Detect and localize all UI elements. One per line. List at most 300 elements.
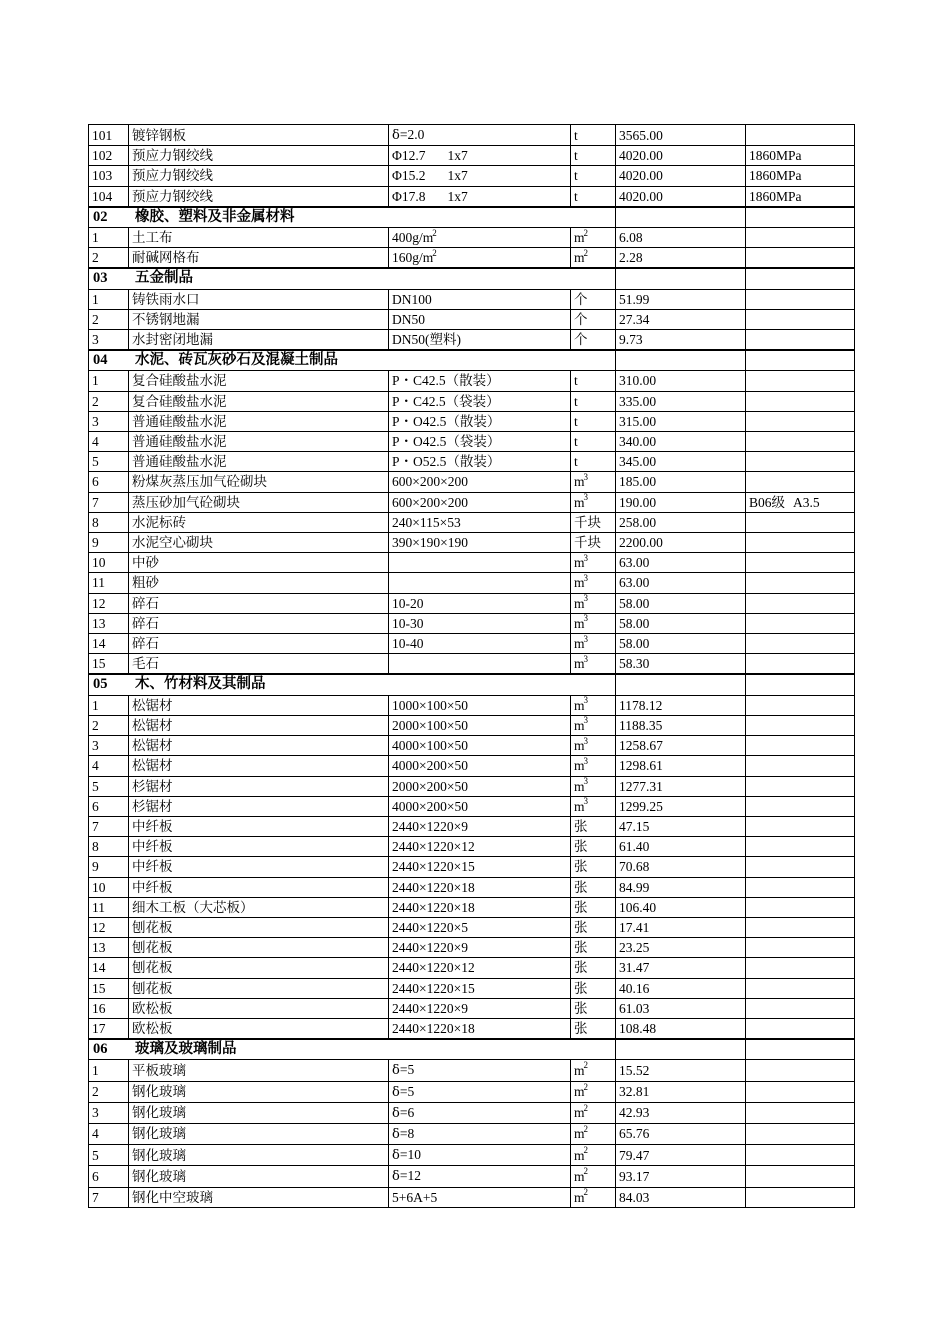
material-name: 钢化玻璃 <box>129 1081 389 1102</box>
material-spec: $400g/m^2$ <box>389 228 571 248</box>
material-spec: DN50 <box>389 309 571 329</box>
section-title: 五金制品 <box>135 270 193 287</box>
section-code: 05 <box>93 676 108 693</box>
material-name: 镀锌钢板 <box>129 125 389 146</box>
material-name: 松锯材 <box>129 756 389 776</box>
material-price: 9.73 <box>616 330 746 351</box>
table-row <box>89 289 855 309</box>
table-row <box>89 877 855 897</box>
material-spec: δ=5 <box>389 1081 571 1102</box>
material-remark <box>746 1102 855 1123</box>
section-title-cell <box>89 674 616 695</box>
material-remark: B06级 A3.5 <box>746 492 855 512</box>
material-spec: Φ12.7 1x7 <box>389 146 571 166</box>
row-number: 1 <box>89 228 129 248</box>
row-number: 1 <box>89 695 129 715</box>
material-unit: t <box>571 166 616 186</box>
material-remark <box>746 472 855 492</box>
section-title-cell <box>89 1039 616 1060</box>
row-number: 101 <box>89 125 129 146</box>
table-row <box>89 1166 855 1187</box>
table-row <box>89 634 855 654</box>
material-remark <box>746 309 855 329</box>
table-row <box>89 897 855 917</box>
material-unit: $m^2$ <box>571 248 616 269</box>
material-unit: t <box>571 391 616 411</box>
material-name: 水封密闭地漏 <box>129 330 389 351</box>
material-name: 平板玻璃 <box>129 1060 389 1081</box>
table-row <box>89 978 855 998</box>
material-price-table <box>88 124 855 1208</box>
material-remark <box>746 533 855 553</box>
material-name: 钢化玻璃 <box>129 1123 389 1144</box>
material-spec: 2440×1220×9 <box>389 938 571 958</box>
section-header-row <box>89 207 855 228</box>
material-unit: $m^2$ <box>571 1145 616 1166</box>
section-header-row <box>89 350 855 371</box>
table-row <box>89 654 855 675</box>
material-name: 普通硅酸盐水泥 <box>129 432 389 452</box>
material-remark <box>746 776 855 796</box>
table-row <box>89 472 855 492</box>
material-price: 345.00 <box>616 452 746 472</box>
material-remark <box>746 330 855 351</box>
material-unit: $m^2$ <box>571 1102 616 1123</box>
material-name: 蒸压砂加气砼砌块 <box>129 492 389 512</box>
material-spec: 2440×1220×15 <box>389 857 571 877</box>
section-price-cell <box>616 1039 746 1060</box>
material-spec: δ=2.0 <box>389 125 571 146</box>
material-spec: δ=10 <box>389 1145 571 1166</box>
table-body <box>89 125 855 1208</box>
material-spec <box>389 654 571 675</box>
material-price: 4020.00 <box>616 146 746 166</box>
material-spec: Φ17.8 1x7 <box>389 186 571 207</box>
row-number: 5 <box>89 1145 129 1166</box>
row-number: 6 <box>89 796 129 816</box>
row-number: 13 <box>89 938 129 958</box>
material-remark <box>746 613 855 633</box>
material-unit: 张 <box>571 917 616 937</box>
table-row <box>89 593 855 613</box>
table-row <box>89 837 855 857</box>
section-code: 03 <box>93 270 108 287</box>
material-unit: 张 <box>571 816 616 836</box>
material-price: 6.08 <box>616 228 746 248</box>
material-remark <box>746 1166 855 1187</box>
material-spec: 390×190×190 <box>389 533 571 553</box>
material-price: 335.00 <box>616 391 746 411</box>
row-number: 7 <box>89 1187 129 1207</box>
section-code: 06 <box>93 1041 108 1058</box>
material-remark <box>746 228 855 248</box>
section-price-cell <box>616 674 746 695</box>
material-name: 欧松板 <box>129 998 389 1018</box>
section-price-cell <box>616 207 746 228</box>
material-remark <box>746 452 855 472</box>
material-unit: 张 <box>571 938 616 958</box>
material-remark <box>746 837 855 857</box>
section-code: 04 <box>93 352 108 369</box>
material-spec: 2440×1220×9 <box>389 998 571 1018</box>
material-price: 70.68 <box>616 857 746 877</box>
table-row <box>89 756 855 776</box>
material-price: 32.81 <box>616 1081 746 1102</box>
material-unit: 张 <box>571 897 616 917</box>
material-unit: $m^3$ <box>571 634 616 654</box>
row-number: 17 <box>89 1018 129 1039</box>
material-price: 84.99 <box>616 877 746 897</box>
material-price: 2200.00 <box>616 533 746 553</box>
row-number: 3 <box>89 736 129 756</box>
material-remark <box>746 1145 855 1166</box>
material-name: 松锯材 <box>129 695 389 715</box>
table-row <box>89 371 855 391</box>
material-price: 1277.31 <box>616 776 746 796</box>
material-remark: 1860MPa <box>746 146 855 166</box>
material-price: 42.93 <box>616 1102 746 1123</box>
material-remark <box>746 756 855 776</box>
material-name: 水泥标砖 <box>129 512 389 532</box>
material-spec: 2000×100×50 <box>389 715 571 735</box>
material-name: 钢化玻璃 <box>129 1166 389 1187</box>
table-row <box>89 613 855 633</box>
material-unit: t <box>571 186 616 207</box>
table-row <box>89 816 855 836</box>
material-price: 58.30 <box>616 654 746 675</box>
table-row <box>89 391 855 411</box>
row-number: 2 <box>89 248 129 269</box>
material-spec: P・C42.5（袋装） <box>389 391 571 411</box>
material-price: 61.40 <box>616 837 746 857</box>
material-name: 刨花板 <box>129 978 389 998</box>
material-remark <box>746 1187 855 1207</box>
material-spec: δ=12 <box>389 1166 571 1187</box>
material-price: 84.03 <box>616 1187 746 1207</box>
table-row <box>89 998 855 1018</box>
material-name: 复合硅酸盐水泥 <box>129 391 389 411</box>
row-number: 13 <box>89 613 129 633</box>
material-name: 刨花板 <box>129 917 389 937</box>
material-price: 40.16 <box>616 978 746 998</box>
row-number: 2 <box>89 715 129 735</box>
material-name: 耐碱网格布 <box>129 248 389 269</box>
table-row <box>89 492 855 512</box>
table-row <box>89 228 855 248</box>
material-unit: $m^3$ <box>571 776 616 796</box>
table-row <box>89 1018 855 1039</box>
material-price: 1299.25 <box>616 796 746 816</box>
material-price: 65.76 <box>616 1123 746 1144</box>
material-spec: 2440×1220×12 <box>389 837 571 857</box>
material-price: 63.00 <box>616 573 746 593</box>
material-unit: $m^3$ <box>571 593 616 613</box>
section-remark-cell <box>746 268 855 289</box>
material-spec: $160g/m^2$ <box>389 248 571 269</box>
material-name: 铸铁雨水口 <box>129 289 389 309</box>
material-spec: 240×115×53 <box>389 512 571 532</box>
material-unit: 张 <box>571 857 616 877</box>
material-remark <box>746 695 855 715</box>
material-unit: $m^2$ <box>571 1081 616 1102</box>
material-name: 杉锯材 <box>129 776 389 796</box>
material-unit: $m^3$ <box>571 736 616 756</box>
material-remark <box>746 432 855 452</box>
material-unit: $m^2$ <box>571 1187 616 1207</box>
row-number: 2 <box>89 391 129 411</box>
material-price: 63.00 <box>616 553 746 573</box>
row-number: 9 <box>89 533 129 553</box>
table-row <box>89 958 855 978</box>
section-price-cell <box>616 350 746 371</box>
material-name: 碎石 <box>129 593 389 613</box>
material-name: 普通硅酸盐水泥 <box>129 452 389 472</box>
material-remark: 1860MPa <box>746 186 855 207</box>
row-number: 2 <box>89 1081 129 1102</box>
row-number: 12 <box>89 593 129 613</box>
material-spec: 2000×200×50 <box>389 776 571 796</box>
material-name: 粉煤灰蒸压加气砼砌块 <box>129 472 389 492</box>
material-name: 中纤板 <box>129 857 389 877</box>
material-unit: $m^3$ <box>571 796 616 816</box>
material-remark <box>746 125 855 146</box>
material-price: 31.47 <box>616 958 746 978</box>
table-row <box>89 1123 855 1144</box>
row-number: 8 <box>89 512 129 532</box>
material-price: 4020.00 <box>616 166 746 186</box>
row-number: 6 <box>89 1166 129 1187</box>
section-remark-cell <box>746 1039 855 1060</box>
section-remark-cell <box>746 207 855 228</box>
material-spec <box>389 553 571 573</box>
table-row <box>89 248 855 269</box>
material-remark <box>746 917 855 937</box>
row-number: 3 <box>89 1102 129 1123</box>
material-spec: 600×200×200 <box>389 492 571 512</box>
table-row <box>89 1145 855 1166</box>
row-number: 5 <box>89 776 129 796</box>
table-row <box>89 857 855 877</box>
material-unit: 个 <box>571 289 616 309</box>
material-name: 普通硅酸盐水泥 <box>129 411 389 431</box>
material-spec: δ=8 <box>389 1123 571 1144</box>
material-spec: 4000×100×50 <box>389 736 571 756</box>
table-row <box>89 1102 855 1123</box>
material-unit: $m^3$ <box>571 573 616 593</box>
table-row <box>89 330 855 351</box>
material-spec <box>389 573 571 593</box>
row-number: 1 <box>89 289 129 309</box>
material-spec: Φ15.2 1x7 <box>389 166 571 186</box>
material-remark <box>746 634 855 654</box>
material-spec: 600×200×200 <box>389 472 571 492</box>
row-number: 1 <box>89 1060 129 1081</box>
table-row <box>89 452 855 472</box>
material-unit: $m^3$ <box>571 472 616 492</box>
material-price: 1178.12 <box>616 695 746 715</box>
material-price: 108.48 <box>616 1018 746 1039</box>
material-price: 23.25 <box>616 938 746 958</box>
table-row <box>89 146 855 166</box>
row-number: 4 <box>89 432 129 452</box>
material-price: 58.00 <box>616 613 746 633</box>
row-number: 8 <box>89 837 129 857</box>
material-spec: P・O42.5（散装） <box>389 411 571 431</box>
material-spec: 2440×1220×15 <box>389 978 571 998</box>
material-price: 17.41 <box>616 917 746 937</box>
material-spec: P・O42.5（袋装） <box>389 432 571 452</box>
material-price: 15.52 <box>616 1060 746 1081</box>
material-spec: 2440×1220×18 <box>389 897 571 917</box>
material-spec: 2440×1220×12 <box>389 958 571 978</box>
material-unit: t <box>571 411 616 431</box>
material-remark <box>746 1018 855 1039</box>
section-header-row <box>89 674 855 695</box>
material-spec: 2440×1220×9 <box>389 816 571 836</box>
material-price: 58.00 <box>616 593 746 613</box>
material-unit: 张 <box>571 998 616 1018</box>
table-row <box>89 715 855 735</box>
material-name: 中纤板 <box>129 877 389 897</box>
material-unit: $m^3$ <box>571 492 616 512</box>
section-title: 橡胶、塑料及非金属材料 <box>135 208 295 225</box>
material-name: 不锈钢地漏 <box>129 309 389 329</box>
material-spec: 10-20 <box>389 593 571 613</box>
table-row <box>89 125 855 146</box>
material-spec: δ=5 <box>389 1060 571 1081</box>
material-unit: $m^2$ <box>571 1166 616 1187</box>
section-header-row <box>89 1039 855 1060</box>
material-remark <box>746 512 855 532</box>
row-number: 4 <box>89 756 129 776</box>
material-unit: 个 <box>571 309 616 329</box>
material-name: 碎石 <box>129 613 389 633</box>
material-unit: 张 <box>571 1018 616 1039</box>
table-row <box>89 411 855 431</box>
material-spec: 10-30 <box>389 613 571 633</box>
material-name: 碎石 <box>129 634 389 654</box>
row-number: 15 <box>89 654 129 675</box>
material-remark: 1860MPa <box>746 166 855 186</box>
table-row <box>89 1081 855 1102</box>
material-price: 310.00 <box>616 371 746 391</box>
material-spec: 2440×1220×18 <box>389 877 571 897</box>
table-row <box>89 1060 855 1081</box>
table-row <box>89 938 855 958</box>
row-number: 14 <box>89 634 129 654</box>
material-unit: $m^3$ <box>571 553 616 573</box>
section-remark-cell <box>746 350 855 371</box>
material-price: 190.00 <box>616 492 746 512</box>
row-number: 3 <box>89 411 129 431</box>
section-price-cell <box>616 268 746 289</box>
material-remark <box>746 715 855 735</box>
material-price: 1188.35 <box>616 715 746 735</box>
material-name: 土工布 <box>129 228 389 248</box>
material-price: 1258.67 <box>616 736 746 756</box>
row-number: 10 <box>89 553 129 573</box>
material-price: 315.00 <box>616 411 746 431</box>
section-code: 02 <box>93 208 108 225</box>
material-name: 钢化玻璃 <box>129 1102 389 1123</box>
table-row <box>89 432 855 452</box>
material-name: 粗砂 <box>129 573 389 593</box>
material-price: 258.00 <box>616 512 746 532</box>
material-name: 中砂 <box>129 553 389 573</box>
material-remark <box>746 1081 855 1102</box>
row-number: 14 <box>89 958 129 978</box>
section-title: 木、竹材料及其制品 <box>135 676 266 693</box>
material-unit: $m^2$ <box>571 228 616 248</box>
section-title-cell <box>89 350 616 371</box>
row-number: 12 <box>89 917 129 937</box>
table-row <box>89 573 855 593</box>
row-number: 7 <box>89 816 129 836</box>
material-unit: $m^2$ <box>571 1060 616 1081</box>
material-spec: DN50(塑料) <box>389 330 571 351</box>
material-remark <box>746 938 855 958</box>
material-price: 27.34 <box>616 309 746 329</box>
material-name: 细木工板（大芯板） <box>129 897 389 917</box>
material-name: 松锯材 <box>129 736 389 756</box>
material-remark <box>746 897 855 917</box>
table-row <box>89 512 855 532</box>
material-unit: 千块 <box>571 533 616 553</box>
material-unit: 张 <box>571 978 616 998</box>
table-row <box>89 695 855 715</box>
row-number: 104 <box>89 186 129 207</box>
material-unit: t <box>571 371 616 391</box>
material-spec: P・C42.5（散装） <box>389 371 571 391</box>
material-unit: 张 <box>571 958 616 978</box>
material-name: 刨花板 <box>129 938 389 958</box>
material-unit: 个 <box>571 330 616 351</box>
material-name: 钢化玻璃 <box>129 1145 389 1166</box>
material-remark <box>746 958 855 978</box>
material-unit: $m^3$ <box>571 613 616 633</box>
material-remark <box>746 816 855 836</box>
material-remark <box>746 248 855 269</box>
section-title: 玻璃及玻璃制品 <box>135 1041 237 1058</box>
material-spec: 2440×1220×5 <box>389 917 571 937</box>
table-row <box>89 776 855 796</box>
material-remark <box>746 593 855 613</box>
material-unit: t <box>571 125 616 146</box>
row-number: 10 <box>89 877 129 897</box>
material-name: 预应力钢绞线 <box>129 146 389 166</box>
table-row <box>89 533 855 553</box>
material-remark <box>746 857 855 877</box>
material-remark <box>746 736 855 756</box>
material-price: 61.03 <box>616 998 746 1018</box>
material-unit: $m^2$ <box>571 1123 616 1144</box>
material-spec: DN100 <box>389 289 571 309</box>
material-price: 58.00 <box>616 634 746 654</box>
material-remark <box>746 978 855 998</box>
material-spec: P・O52.5（散装） <box>389 452 571 472</box>
material-unit: $m^3$ <box>571 695 616 715</box>
row-number: 15 <box>89 978 129 998</box>
material-remark <box>746 877 855 897</box>
material-name: 毛石 <box>129 654 389 675</box>
row-number: 103 <box>89 166 129 186</box>
material-price: 47.15 <box>616 816 746 836</box>
section-title-cell <box>89 268 616 289</box>
material-remark <box>746 411 855 431</box>
material-spec: 10-40 <box>389 634 571 654</box>
table-row <box>89 917 855 937</box>
row-number: 11 <box>89 573 129 593</box>
